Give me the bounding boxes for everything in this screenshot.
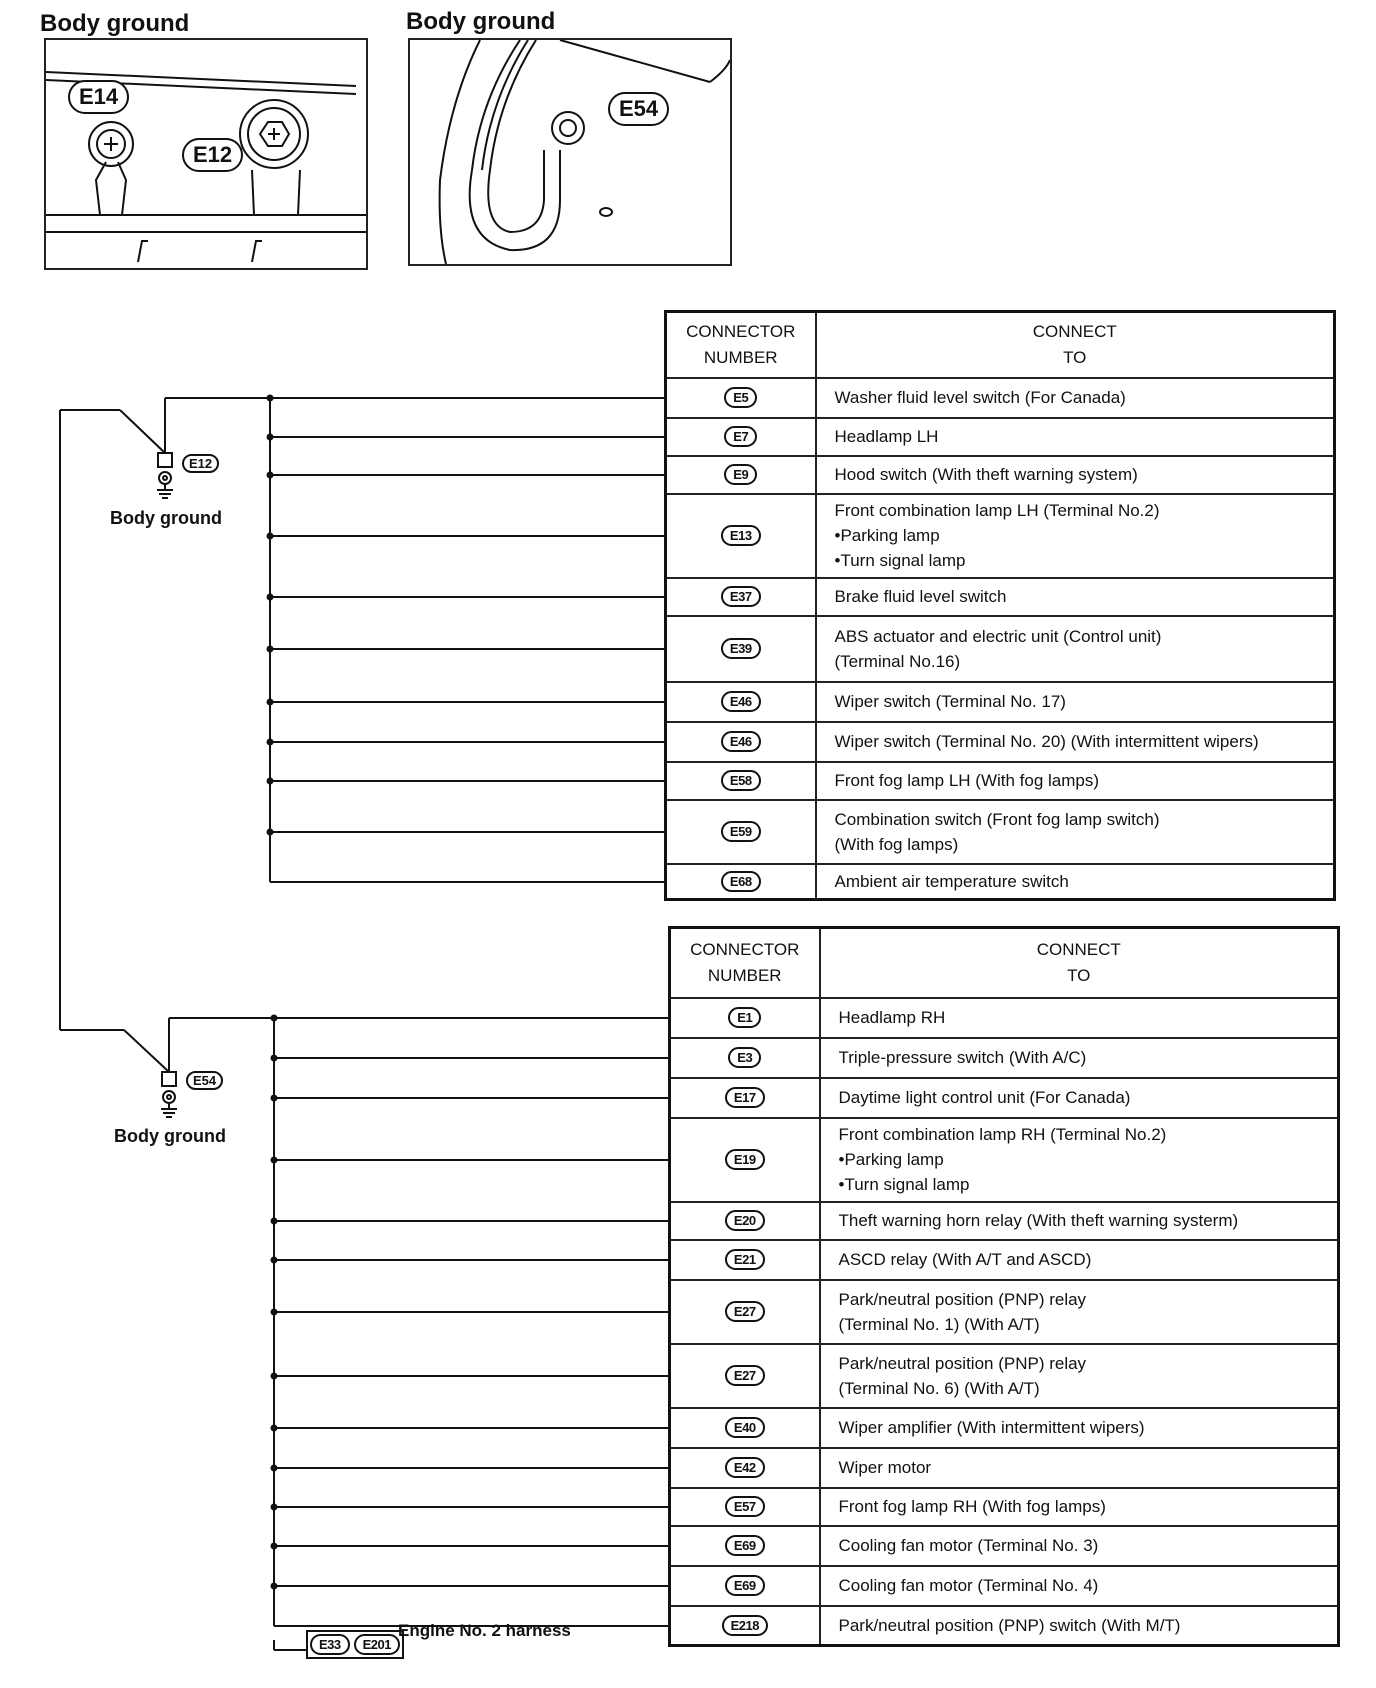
connector-badge: E27 [725, 1365, 765, 1386]
table-row [666, 378, 1335, 418]
connect-to-cell [820, 1240, 1339, 1280]
connect-to-text: Triple-pressure switch (With A/C) [838, 1048, 1087, 1067]
connector-number-cell [666, 682, 816, 722]
connector-badge: E19 [725, 1149, 765, 1170]
connect-to-cell [820, 1344, 1339, 1408]
table-row [670, 1448, 1339, 1488]
connector-number-cell [666, 378, 816, 418]
connect-to-cell [820, 1280, 1339, 1344]
connector-badge: E58 [721, 770, 761, 791]
connect-to-cell [816, 616, 1335, 682]
junction-dot [267, 829, 274, 836]
connect-to-text: (Terminal No.16) [834, 651, 961, 671]
harness-connector-e201: E201 [354, 1634, 400, 1655]
connect-to-text: Daytime light control unit (For Canada) [838, 1088, 1131, 1107]
table-row [670, 1280, 1339, 1344]
junction-dot [271, 1095, 278, 1102]
table-row [666, 456, 1335, 494]
connector-number-cell [666, 456, 816, 494]
junction-dot [267, 778, 274, 785]
junction-dot [271, 1157, 278, 1164]
table-row [670, 1038, 1339, 1078]
connector-badge: E13 [721, 525, 761, 546]
connect-to-text: Cooling fan motor (Terminal No. 4) [838, 1576, 1099, 1595]
connect-to-text: Front fog lamp RH (With fog lamps) [838, 1497, 1106, 1516]
connect-to-text: Cooling fan motor (Terminal No. 3) [838, 1536, 1099, 1555]
connector-number-cell [670, 1344, 820, 1408]
junction-dot [271, 1543, 278, 1550]
table-header [670, 928, 1339, 998]
junction-dot [267, 646, 274, 653]
connect-to-cell [820, 1606, 1339, 1646]
connector-number-cell [670, 1448, 820, 1488]
connect-to-text: Front fog lamp LH (With fog lamps) [834, 771, 1100, 790]
callout-e54: E54 [608, 92, 669, 126]
harness-connector-e33: E33 [310, 1634, 350, 1655]
connector-number-cell [670, 1202, 820, 1240]
connector-number-cell [666, 864, 816, 900]
connector-table-e12 [664, 310, 1336, 901]
connector-number-cell [666, 494, 816, 578]
table-header [666, 312, 1335, 378]
bullet-item: • Turn signal lamp [839, 1172, 1338, 1197]
connector-badge: E69 [725, 1575, 765, 1596]
connect-to-cell [816, 494, 1335, 578]
connector-number-cell [670, 1038, 820, 1078]
connect-to-text: ABS actuator and electric unit (Control unit) [834, 626, 1162, 646]
junction-dot [271, 1504, 278, 1511]
header-connector-number: CONNECTOR NUMBER [670, 928, 820, 998]
connector-number-cell [670, 1606, 820, 1646]
connect-to-cell [820, 998, 1339, 1038]
connector-badge: E21 [725, 1249, 765, 1270]
table-row [670, 1118, 1339, 1202]
junction-dot [267, 699, 274, 706]
connect-to-cell [820, 1448, 1339, 1488]
connector-badge: E37 [721, 586, 761, 607]
connect-to-cell [816, 378, 1335, 418]
connect-to-text: Wiper switch (Terminal No. 17) [834, 692, 1066, 711]
junction-dot [267, 739, 274, 746]
bullet-list [835, 523, 1334, 573]
connector-number-cell [666, 722, 816, 762]
table-row [670, 998, 1339, 1038]
junction-dot [271, 1309, 278, 1316]
junction-dot [271, 1583, 278, 1590]
junction-dot [267, 434, 274, 441]
connector-badge: E57 [725, 1496, 765, 1517]
wire [124, 1030, 169, 1072]
connector-badge: E27 [725, 1301, 765, 1322]
connect-to-cell [820, 1526, 1339, 1566]
junction-dot [271, 1015, 278, 1022]
connector-badge: E5 [724, 387, 757, 408]
connect-to-text: (With fog lamps) [834, 834, 959, 854]
connect-to-text: Park/neutral position (PNP) relay [838, 1353, 1087, 1373]
connector-badge: E3 [728, 1047, 761, 1068]
table-row [670, 1408, 1339, 1448]
connect-to-text: Ambient air temperature switch [834, 871, 1069, 891]
connector-badge: E9 [724, 464, 757, 485]
connect-to-cell [820, 1038, 1339, 1078]
junction-dot [271, 1055, 278, 1062]
table-row [670, 1566, 1339, 1606]
connect-to-cell [816, 578, 1335, 616]
connect-to-cell [820, 1118, 1339, 1202]
connect-to-text: Wiper amplifier (With intermittent wipers) [838, 1418, 1145, 1437]
junction-dot [267, 472, 274, 479]
ground-label-e12: Body ground [110, 508, 222, 528]
table-row [666, 578, 1335, 616]
connector-number-cell [670, 1240, 820, 1280]
connector-badge: E40 [725, 1417, 765, 1438]
connect-to-cell [820, 1488, 1339, 1526]
connector-number-cell [670, 1118, 820, 1202]
connect-to-text: Wiper motor [838, 1458, 932, 1477]
connector-badge: E20 [725, 1210, 765, 1231]
connector-number-cell [666, 578, 816, 616]
table-row [670, 1526, 1339, 1566]
junction-dot [271, 1373, 278, 1380]
table-row [666, 418, 1335, 456]
table-row [666, 616, 1335, 682]
connector-number-cell [670, 1280, 820, 1344]
connect-to-text: (Terminal No. 1) (With A/T) [838, 1314, 1040, 1334]
table-row [670, 1488, 1339, 1526]
connector-badge: E68 [721, 871, 761, 892]
junction-dot [271, 1257, 278, 1264]
connect-to-cell [816, 418, 1335, 456]
wire [120, 410, 165, 453]
connect-to-text: Front combination lamp RH (Terminal No.2) [838, 1125, 1167, 1144]
callout-e12: E12 [182, 138, 243, 172]
connect-to-text: Theft warning horn relay (With theft warning systerm) [838, 1211, 1239, 1230]
connector-badge: E59 [721, 821, 761, 842]
connector-badge: E218 [722, 1615, 768, 1636]
connect-to-cell [820, 1078, 1339, 1118]
harness-label: Engine No. 2 harness [398, 1621, 571, 1640]
connect-to-cell [816, 682, 1335, 722]
header-connect-to: CONNECT TO [820, 928, 1339, 998]
table-row [670, 1606, 1339, 1646]
connect-to-text: (Terminal No. 6) (With A/T) [838, 1378, 1040, 1398]
connector-number-cell [666, 762, 816, 800]
connector-number-cell [670, 1566, 820, 1606]
junction-dot [267, 533, 274, 540]
connect-to-text: Washer fluid level switch (For Canada) [834, 388, 1126, 407]
connector-number-cell [670, 1408, 820, 1448]
connector-badge: E39 [721, 638, 761, 659]
header-connect-to: CONNECT TO [816, 312, 1335, 378]
connect-to-text: ASCD relay (With A/T and ASCD) [838, 1250, 1092, 1269]
connector-number-cell [670, 1488, 820, 1526]
connect-to-text: Headlamp RH [838, 1008, 946, 1027]
table-row [670, 1078, 1339, 1118]
table-row [666, 722, 1335, 762]
connector-badge: E17 [725, 1087, 765, 1108]
connect-to-cell [820, 1408, 1339, 1448]
connect-to-text: Combination switch (Front fog lamp switch) [834, 809, 1160, 829]
connect-to-text: Brake fluid level switch [834, 587, 1007, 606]
connector-number-cell [666, 418, 816, 456]
ground-connector-e54: E54 [186, 1071, 223, 1090]
connect-to-cell [816, 800, 1335, 864]
bullet-item: • Parking lamp [835, 523, 1334, 548]
junction-dot [267, 594, 274, 601]
header-connector-number: CONNECTOR NUMBER [666, 312, 816, 378]
connect-to-text: Wiper switch (Terminal No. 20) (With intermittent wipers) [834, 732, 1259, 751]
junction-dot [267, 395, 274, 402]
illustration-title-right: Body ground [406, 8, 556, 35]
table-row [666, 864, 1335, 900]
connect-to-cell [816, 722, 1335, 762]
connector-badge: E46 [721, 731, 761, 752]
junction-dot [271, 1425, 278, 1432]
table-row [670, 1344, 1339, 1408]
connector-number-cell [666, 616, 816, 682]
connector-table-e54 [668, 926, 1340, 1647]
bullet-list [839, 1147, 1338, 1197]
connect-to-text: Front combination lamp LH (Terminal No.2) [834, 501, 1160, 520]
junction-dot [271, 1465, 278, 1472]
ground-connector-e12: E12 [182, 454, 219, 473]
connector-number-cell [670, 998, 820, 1038]
connector-badge: E7 [724, 426, 757, 447]
callout-e14: E14 [68, 80, 129, 114]
connect-to-cell [816, 762, 1335, 800]
bullet-item: • Parking lamp [839, 1147, 1338, 1172]
illustration-title-left: Body ground [40, 10, 190, 37]
connect-to-text: Park/neutral position (PNP) switch (With M/T) [838, 1615, 1181, 1635]
connect-to-cell [820, 1202, 1339, 1240]
connector-number-cell [670, 1526, 820, 1566]
ground-label-e54: Body ground [114, 1126, 226, 1146]
junction-dot [271, 1218, 278, 1225]
table-row [670, 1240, 1339, 1280]
connector-badge: E46 [721, 691, 761, 712]
bullet-item: • Turn signal lamp [835, 548, 1334, 573]
connect-to-cell [820, 1566, 1339, 1606]
table-row [666, 762, 1335, 800]
connect-to-text: Hood switch (With theft warning system) [834, 465, 1138, 484]
connector-badge: E69 [725, 1535, 765, 1556]
connect-to-cell [816, 864, 1335, 900]
connector-badge: E1 [728, 1007, 761, 1028]
connect-to-text: Park/neutral position (PNP) relay [838, 1289, 1087, 1309]
harness-connector-block [306, 1630, 404, 1659]
table-row [666, 800, 1335, 864]
connect-to-text: Headlamp LH [834, 427, 939, 446]
table-row [670, 1202, 1339, 1240]
connector-number-cell [670, 1078, 820, 1118]
connect-to-cell [816, 456, 1335, 494]
connector-number-cell [666, 800, 816, 864]
connector-badge: E42 [725, 1457, 765, 1478]
table-row [666, 682, 1335, 722]
table-row [666, 494, 1335, 578]
